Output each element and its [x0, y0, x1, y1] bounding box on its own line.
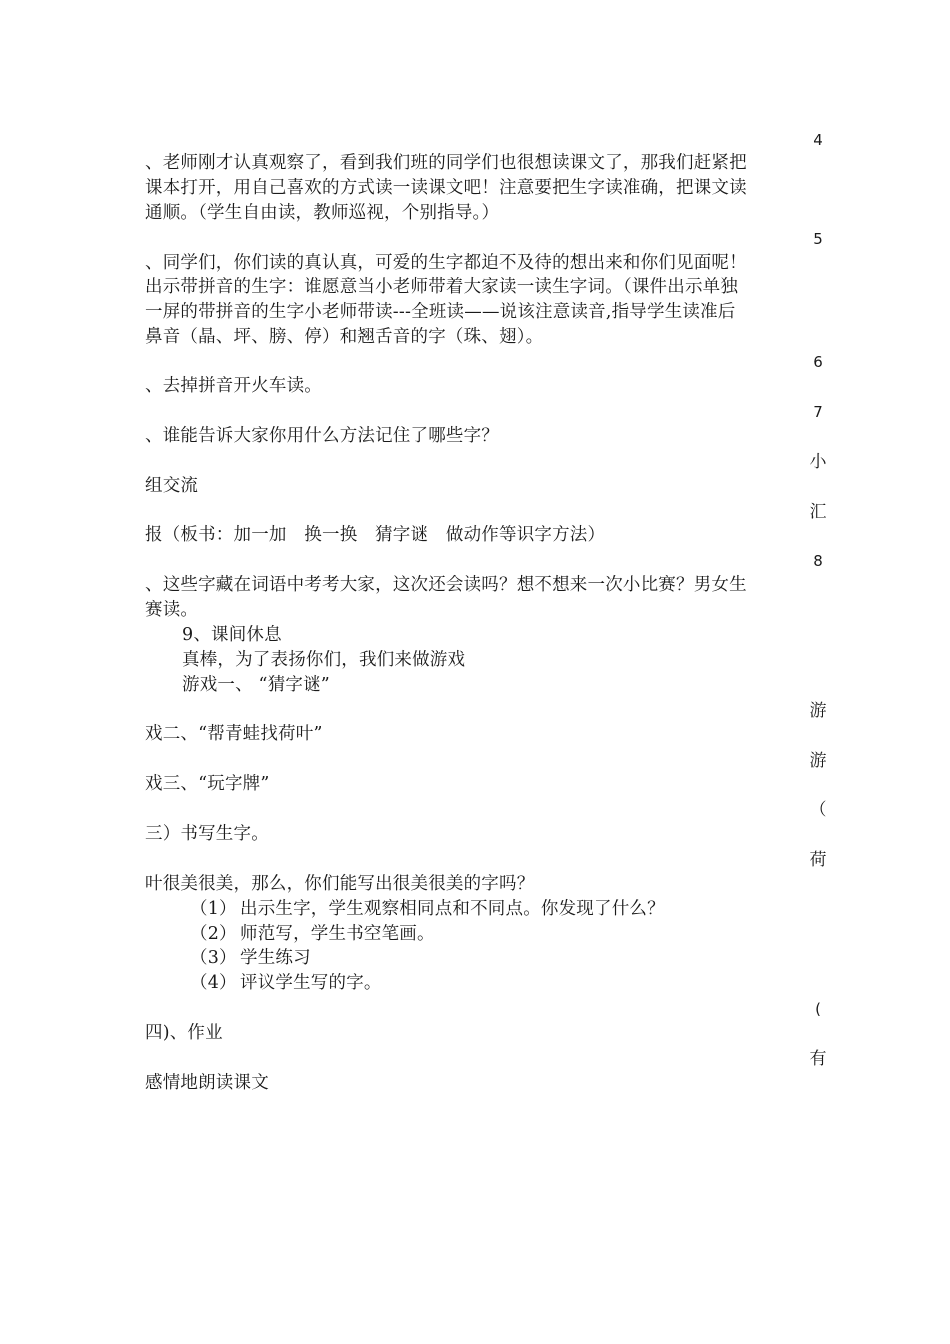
paragraph-5-line-1: 、同学们，你们读的真认真，可爱的生字都迫不及待的想出来和你们见面呢！	[145, 253, 747, 273]
margin-number-4: 4	[813, 131, 823, 149]
game-one: 游戏一、 “猜字谜”	[182, 675, 330, 695]
break-heading: 9、课间休息	[182, 625, 282, 645]
step-1-number: （1）	[190, 899, 237, 919]
paragraph-5-line-2: 出示带拼音的生字：谁愿意当小老师带着大家读一读生字词。（课件出示单独	[145, 277, 739, 297]
step-2	[190, 922, 435, 946]
homework-item: 感情地朗读课文	[145, 1073, 269, 1093]
paragraph-4-line-3: 通顺。（学生自由读，教师巡视，个别指导。）	[145, 203, 500, 223]
group-exchange-line: 组交流	[145, 476, 199, 496]
game-two: 戏二、“帮青蛙找荷叶”	[145, 724, 323, 744]
paragraph-6: 、去掉拼音开火车读。	[145, 376, 322, 396]
step-2-number: （2）	[190, 924, 237, 944]
homework-heading: 四)、作业	[145, 1023, 223, 1043]
margin-paren-2: (	[815, 1000, 821, 1018]
game-three: 戏三、“玩字牌”	[145, 774, 270, 794]
praise-line: 真棒，为了表扬你们，我们来做游戏	[182, 650, 466, 670]
paragraph-7: 、谁能告诉大家你用什么方法记住了哪些字？	[145, 426, 499, 446]
board-writing-line: 报（板书：加一加 换一换 猜字谜 做动作等识字方法）	[145, 525, 606, 545]
margin-char-you-1: 游	[809, 701, 827, 721]
margin-char-he: 荷	[809, 850, 827, 870]
margin-char-xiao: 小	[809, 452, 827, 472]
step-2-text: 师范写，学生书空笔画。	[240, 924, 435, 944]
step-4-text: 评议学生写的字。	[240, 973, 382, 993]
section-writing-heading: 三）书写生字。	[145, 824, 269, 844]
step-4	[190, 971, 382, 995]
margin-paren-1: （	[809, 800, 827, 820]
step-3-number: （3）	[190, 948, 237, 968]
margin-char-hui: 汇	[809, 502, 827, 522]
margin-number-6: 6	[813, 353, 823, 371]
margin-char-you-3: 有	[809, 1049, 827, 1069]
paragraph-8-line-1: 、这些字藏在词语中考考大家，这次还会读吗？想不想来一次小比赛？男女生	[145, 575, 747, 595]
step-1	[190, 897, 665, 921]
margin-number-5: 5	[813, 230, 823, 248]
margin-number-8: 8	[813, 552, 823, 570]
step-1-text: 出示生字，学生观察相同点和不同点。你发现了什么？	[240, 899, 665, 919]
margin-char-you-2: 游	[809, 751, 827, 771]
step-4-number: （4）	[190, 973, 237, 993]
paragraph-4-line-1: 、老师刚才认真观察了，看到我们班的同学们也很想读课文了，那我们赶紧把	[145, 153, 747, 173]
paragraph-4-line-2: 课本打开，用自己喜欢的方式读一读课文吧！注意要把生字读准确，把课文读	[145, 178, 747, 198]
writing-intro: 叶很美很美，那么，你们能写出很美很美的字吗？	[145, 874, 535, 894]
step-3	[190, 946, 311, 970]
paragraph-8-line-2: 赛读。	[145, 600, 199, 620]
step-3-text: 学生练习	[240, 948, 311, 968]
margin-number-7: 7	[813, 403, 823, 421]
paragraph-5-line-3: 一屏的带拼音的生字小老师带读---全班读——说该注意读音,指导学生读准后	[145, 302, 736, 322]
paragraph-5-line-4: 鼻音（晶、坪、膀、停）和翘舌音的字（珠、翅）。	[145, 327, 544, 347]
